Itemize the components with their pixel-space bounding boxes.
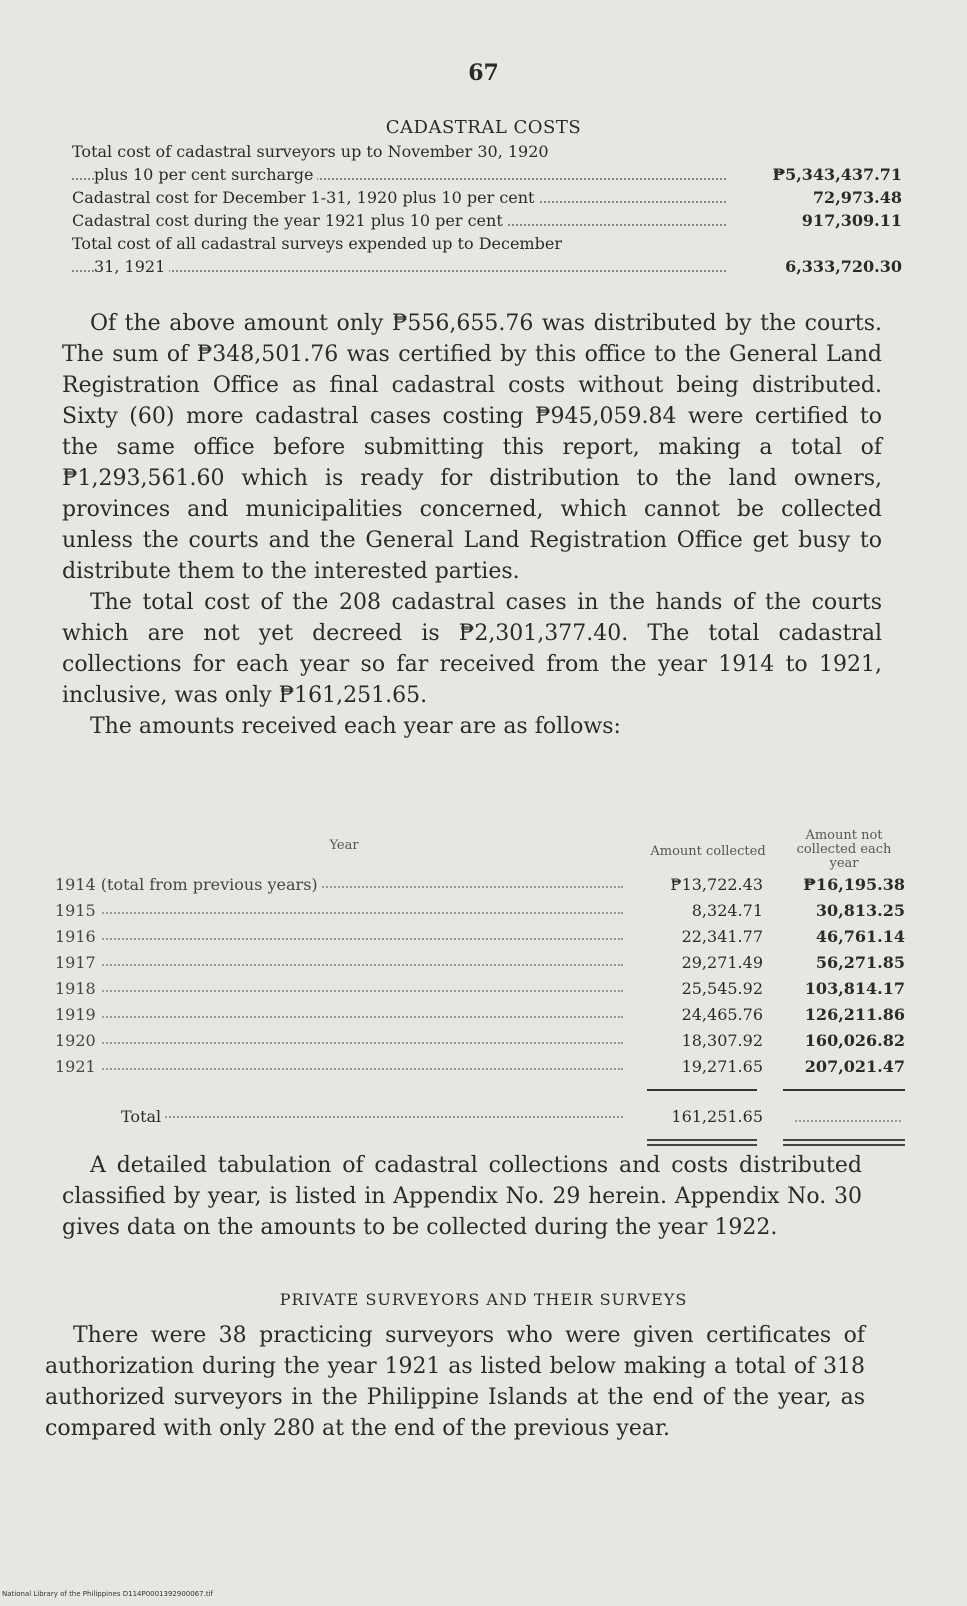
table-row [55,1001,905,1027]
amount-not-collected-cell: 160,026.82 [804,1030,905,1050]
table-row [55,923,905,949]
appendix-text [62,1150,862,1243]
table-row [55,1053,905,1079]
column-header-year: Year [329,838,359,853]
year-cell: 1920 [55,1031,100,1050]
amount-collected-cell: 8,324.71 [691,900,763,920]
amount-collected-cell: 24,465.76 [681,1004,763,1024]
cost-item-amount: 917,309.11 [801,211,902,230]
amount-collected-cell: 19,271.65 [681,1056,763,1076]
private-surveyors-heading: PRIVATE SURVEYORS AND THEIR SURVEYS [279,1290,688,1309]
cost-item-amount: 6,333,720.30 [785,257,902,276]
amount-not-collected-cell: ₱16,195.38 [803,874,905,894]
cost-item-label: plus 10 per cent surcharge [94,165,317,184]
year-cell: 1914 (total from previous years) [55,875,322,894]
table-body [55,871,905,1079]
total-not-collected-blank [795,1110,901,1122]
column-header-not-collected: Amount not collected each year [796,828,892,871]
year-cell: 1918 [55,979,100,998]
cost-item-label: Cadastral cost during the year 1921 plus 10 per cent [72,211,507,230]
page-number: 67 [468,60,499,86]
paragraph: The total cost of the 208 cadastral cases in the hands of the courts which are not yet decreed is ₱2,301,377.40. The total cadastral collections for each year so far received from the year 1914 to 1921, inclusive, was only ₱161,251.65. [62,590,882,708]
paragraph: There were 38 practicing surveyors who were given certificates of authorization during the year 1921 as listed below making a total of 318 authorized surveyors in the Philippine Islands at the end of the year, as compared with only 280 at the end of the previous year. [45,1323,865,1441]
amount-collected-cell: 29,271.49 [681,952,763,972]
amount-not-collected-cell: 46,761.14 [815,926,905,946]
table-row [55,949,905,975]
amount-collected-cell: 22,341.77 [681,926,763,946]
paragraph: A detailed tabulation of cadastral collections and costs distributed classified by year, is listed in Appendix No. 29 herein. Appendix No. 30 gives data on the amounts to be collected during the year 1922. [62,1153,862,1240]
year-cell: 1916 [55,927,100,946]
amount-not-collected-cell: 56,271.85 [815,952,905,972]
amount-collected-cell: 18,307.92 [681,1030,763,1050]
table-total-row [55,1101,905,1131]
table-header [55,815,905,871]
cost-item-label: Cadastral cost for December 1-31, 1920 plus 10 per cent [72,188,538,207]
year-cell: 1919 [55,1005,100,1024]
cost-item [72,209,902,232]
surveyors-text [45,1320,865,1444]
cost-item [72,186,902,209]
amount-not-collected-cell: 30,813.25 [815,900,905,920]
cost-item-label: 31, 1921 [94,257,169,276]
table-row [55,897,905,923]
amount-not-collected-cell: 103,814.17 [804,978,905,998]
cost-item [72,232,902,255]
amount-collected-cell: ₱13,722.43 [670,874,763,894]
table-row [55,1027,905,1053]
year-cell: 1921 [55,1057,100,1076]
cost-item [72,255,902,278]
column-header-collected: Amount collected [650,844,766,859]
table-row [55,871,905,897]
amount-collected-cell: 25,545.92 [681,978,763,998]
body-text-block [62,308,882,742]
table-rule [55,1079,905,1101]
amount-not-collected-cell: 126,211.86 [804,1004,905,1024]
cost-item-label: Total cost of cadastral surveyors up to November 30, 1920 [72,142,553,161]
year-cell: 1915 [55,901,100,920]
collections-table [55,815,905,1153]
cost-item-label: Total cost of all cadastral surveys expended up to December [72,234,566,253]
amount-not-collected-cell: 207,021.47 [804,1056,905,1076]
cost-item-amount: 72,973.48 [812,188,902,207]
cost-summary [72,140,902,278]
table-row [55,975,905,1001]
paragraph: The amounts received each year are as follows: [90,714,621,739]
year-cell: 1917 [55,953,100,972]
cost-item-amount: ₱5,343,437.71 [772,165,902,184]
cost-item [72,163,902,186]
paragraph: Of the above amount only ₱556,655.76 was distributed by the courts. The sum of ₱348,501.76 was certified by this office to the General Land Registration Office as final cadastral costs without being distributed. Sixty (60) more cadastral cases costing ₱945,059.84 were certified to the same office before submitting this report, making a total of ₱1,293,561.60 which is ready for distribution to the land owners, provinces and municipalities concerned, which cannot be collected unless the courts and the General Land Registration Office get busy to distribute them to the interested parties. [62,311,882,584]
footer-credit: National Library of the Philippines D114P0001392900067.tif [2,1590,213,1598]
cadastral-costs-heading: CADASTRAL COSTS [385,117,582,138]
cost-item [72,140,902,163]
total-collected: 161,251.65 [671,1106,763,1126]
total-label: Total [121,1107,165,1126]
